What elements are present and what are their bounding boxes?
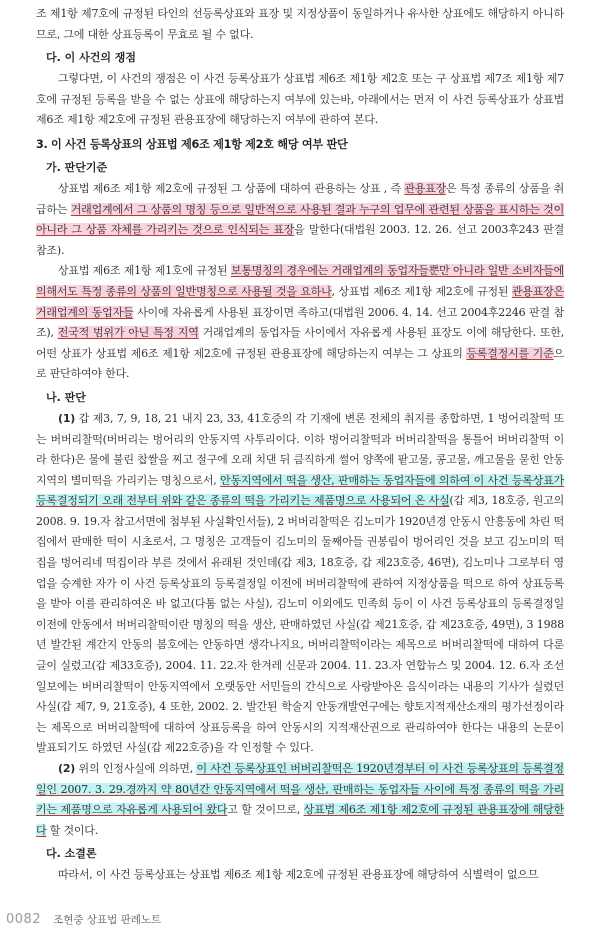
book-title: 조현중 상표법 판례노트 bbox=[53, 914, 162, 926]
heading-issue: 다. 이 사건의 쟁점 bbox=[46, 51, 137, 65]
judgment-paragraph-2 bbox=[36, 759, 564, 841]
common-text-5: 으로 판단하여야 한다. bbox=[36, 346, 564, 381]
highlight-conclusion-customary: 상표법 제6조 제1항 제2호에 규정된 관용표장에 해당한다 bbox=[36, 803, 565, 837]
heading-criteria: 가. 판단기준 bbox=[46, 160, 108, 174]
page-number: 0082 bbox=[6, 912, 42, 927]
judgment-number-1: (1) bbox=[58, 411, 76, 425]
heading-conclusion: 다. 소결론 bbox=[46, 847, 97, 861]
highlight-andong-usage: 안동지역에서 떡을 생산, 판매하는 동업자들에 의하여 이 사건 등록상표가 등록결정되기 오래 전부터 위와 같은 종류의 떡을 가리키는 제품명으로 사용되어 온 사실 bbox=[36, 473, 564, 508]
common-text-3: 사이에 자유롭게 사용된 표장이면 족하고(대법원 2006. 4. 14. 선고 2004후2246 판결 참조), bbox=[36, 305, 564, 340]
judgment-number-2: (2) bbox=[58, 762, 76, 775]
highlight-specific-region: 전국적 범위가 아닌 특정 지역 bbox=[57, 326, 199, 340]
page-footer bbox=[6, 912, 161, 927]
highlight-common-name: 보통명칭의 경우에는 거래업계의 동업자들뿐만 아니라 일반 소비자들에 의해서도 특정 종류의 상품의 일반명칭으로 사용될 것을 요하나 bbox=[36, 264, 565, 298]
judgment-paragraph-1 bbox=[36, 409, 564, 759]
highlight-customary-traders: 관용표장은 거래업계의 동업자들 bbox=[36, 284, 564, 319]
intro-paragraph: 조 제1항 제7호에 규정된 타인의 선등록상표와 표장 및 지정상품이 동일하거나 유사한 상표에도 해당하지 아니하므로, 그에 대한 상표등록이 무효로 될 수 없다. bbox=[36, 7, 564, 41]
common-text-4: 거래업계의 동업자들 사이에서 자유롭게 사용된 표장도 이에 해당한다. 또한, 어떤 상표가 상표법 제6조 제1항 제2호에 규정된 관용표장에 해당하는지 여부는 그 상표의 bbox=[36, 326, 564, 360]
conclusion-paragraph: 따라서, 이 사건 등록상표는 상표법 제6조 제1항 제2호에 규정된 관용표장에 해당하여 식별력이 없으므 bbox=[58, 868, 539, 882]
heading-judgment: 나. 판단 bbox=[46, 390, 86, 404]
judgment2-text-2: 고 할 것이므로, bbox=[227, 803, 304, 817]
highlight-customary-mark: 관용표장 bbox=[404, 181, 447, 195]
criteria-text-1: 상표법 제6조 제1항 제2호에 규정된 그 상품에 대하여 관용하는 상표 , 즉 bbox=[58, 181, 405, 195]
highlight-80-years-usage: 이 사건 등록상표인 버버리찰떡은 1920년경부터 이 사건 등록상표의 등록결정일인 2007. 3. 29.경까지 약 80년간 안동지역에서 떡을 생산, 판매하는 동업자들 사이에 특정 종류의 떡을 가리키는 제품명으로 자유롭게 사용되어 왔다 bbox=[36, 762, 564, 817]
highlight-criteria-definition: 거래업계에서 그 상품의 명칭 등으로 일반적으로 사용된 결과 누구의 업무에 관련된 상품을 표시하는 것이 아니라 그 상품 자체를 가리키는 것으로 인식되는 표장 bbox=[36, 202, 565, 237]
judgment1-text-1: 갑 제3, 7, 9, 18, 21 내지 23, 33, 41호증의 각 기재에 변론 전체의 취지를 종합하면, 1 벙어리찰떡 또는 버버리찰떡(버버리는 벙어리의 안동지역 사투리이다. 이하 벙어리찰떡과 버버리찰떡을 통틀어 버버리찰떡 이라 한다)은 물에 불린 찹쌀을 찌고 절구에 오래 치댄 뒤 큼직하게 썰어 양쪽에 팥고물, 콩고물, 깨고물을 묻힌 안동지역의 별미떡을 가리키는 명칭으로서, bbox=[36, 411, 564, 487]
judgment2-text-1: 위의 인정사실에 의하면, bbox=[75, 762, 197, 775]
judgment1-text-2: (갑 제3, 18호증, 원고의 2008. 9. 19.자 참고서면에 첨부된 사실확인서들), 2 버버리찰떡은 김노미가 1920년경 안동시 안흥동에 차린 떡집에서 판매한 떡이 시초로서, 그 명칭은 고객들이 김노미의 둘째아들 권봉림이 벙어리인 것을 보고 김노미의 떡집을 벙어리네 떡집이라 부른 것에서 유래된 것인데(갑 제3, 18호증, 갑 제23호증, 46면), 김노미나 그로부터 영업을 승계한 자가 이 사건 등록상표의 등록결정일 이전에 버버리찰떡에 관하여 지정상품을 떡으로 하여 상표등록을 받아 이를 관리하여온 바 없고(다툼 없는 사실), 김노미 이외에도 민족희 등이 이 사건 등록상표의 등록결정일 이전에 안동에서 버버리찰떡이란 명칭의 떡을 생산, 판매하였던 사실(갑 제21호증, 갑 제23호증, 49면), 3 1988년 발간된 계간지 안동의 봄호에는 안동하면 생각나지요, 버버리찰떡이라는 제목으로 버버리찰떡에 대하여 다룬 글이 실렸고(갑 제33호증), 2004. 11. 22.자 한겨레 신문과 2004. 11. 23.자 연합뉴스 및 2004. 12. 6.자 조선일보에는 버버리찰떡이 안동지역에서 오랫동안 서민들의 간식으로 사랑받아온 음식이라는 내용의 기사가 실렸던 사실(갑 제7, 9, 21호증), 4 또한, 2002. 2. 발간된 학술지 안동개발연구에는 향토지적재산소재의 평가선정이라는 제목으로 버버리찰떡에 대하여 상표등록을 하여 안동시의 지적재산권으로 관리하여야 한다는 내용의 논문이 발표되기도 하였던 사실(갑 제22호증)을 각 인정할 수 있다. bbox=[36, 494, 564, 755]
issue-paragraph: 그렇다면, 이 사건의 쟁점은 이 사건 등록상표가 상표법 제6조 제1항 제2호 또는 구 상표법 제7조 제1항 제7호에 규정된 등록을 받을 수 없는 상표에 해당하는지 여부에 있는바, 아래에서는 먼저 이 사건 등록상표가 상표법 제6조 제1항 제2호에 규정된 관용표장에 해당하는지 여부에 관하여 본다. bbox=[36, 72, 564, 127]
highlight-registration-date: 등록결정시를 기준 bbox=[466, 346, 554, 360]
common-text-2: , 상표법 제6조 제1항 제2호에 규정된 bbox=[331, 284, 512, 298]
common-text-1: 상표법 제6조 제1항 제1호에 규정된 bbox=[58, 264, 231, 278]
criteria-text-2: 은 특정 종류의 상품을 취급하는 bbox=[36, 181, 564, 216]
common-name-paragraph bbox=[36, 261, 564, 385]
judgment2-text-3: 할 것이다. bbox=[46, 823, 99, 837]
criteria-paragraph bbox=[36, 179, 564, 261]
heading-section-3: 3. 이 사건 등록상표의 상표법 제6조 제1항 제2호 해당 여부 판단 bbox=[36, 137, 348, 151]
criteria-text-3: 을 말한다(대법원 2003. 12. 26. 선고 2003후243 판결 참조). bbox=[36, 223, 564, 257]
